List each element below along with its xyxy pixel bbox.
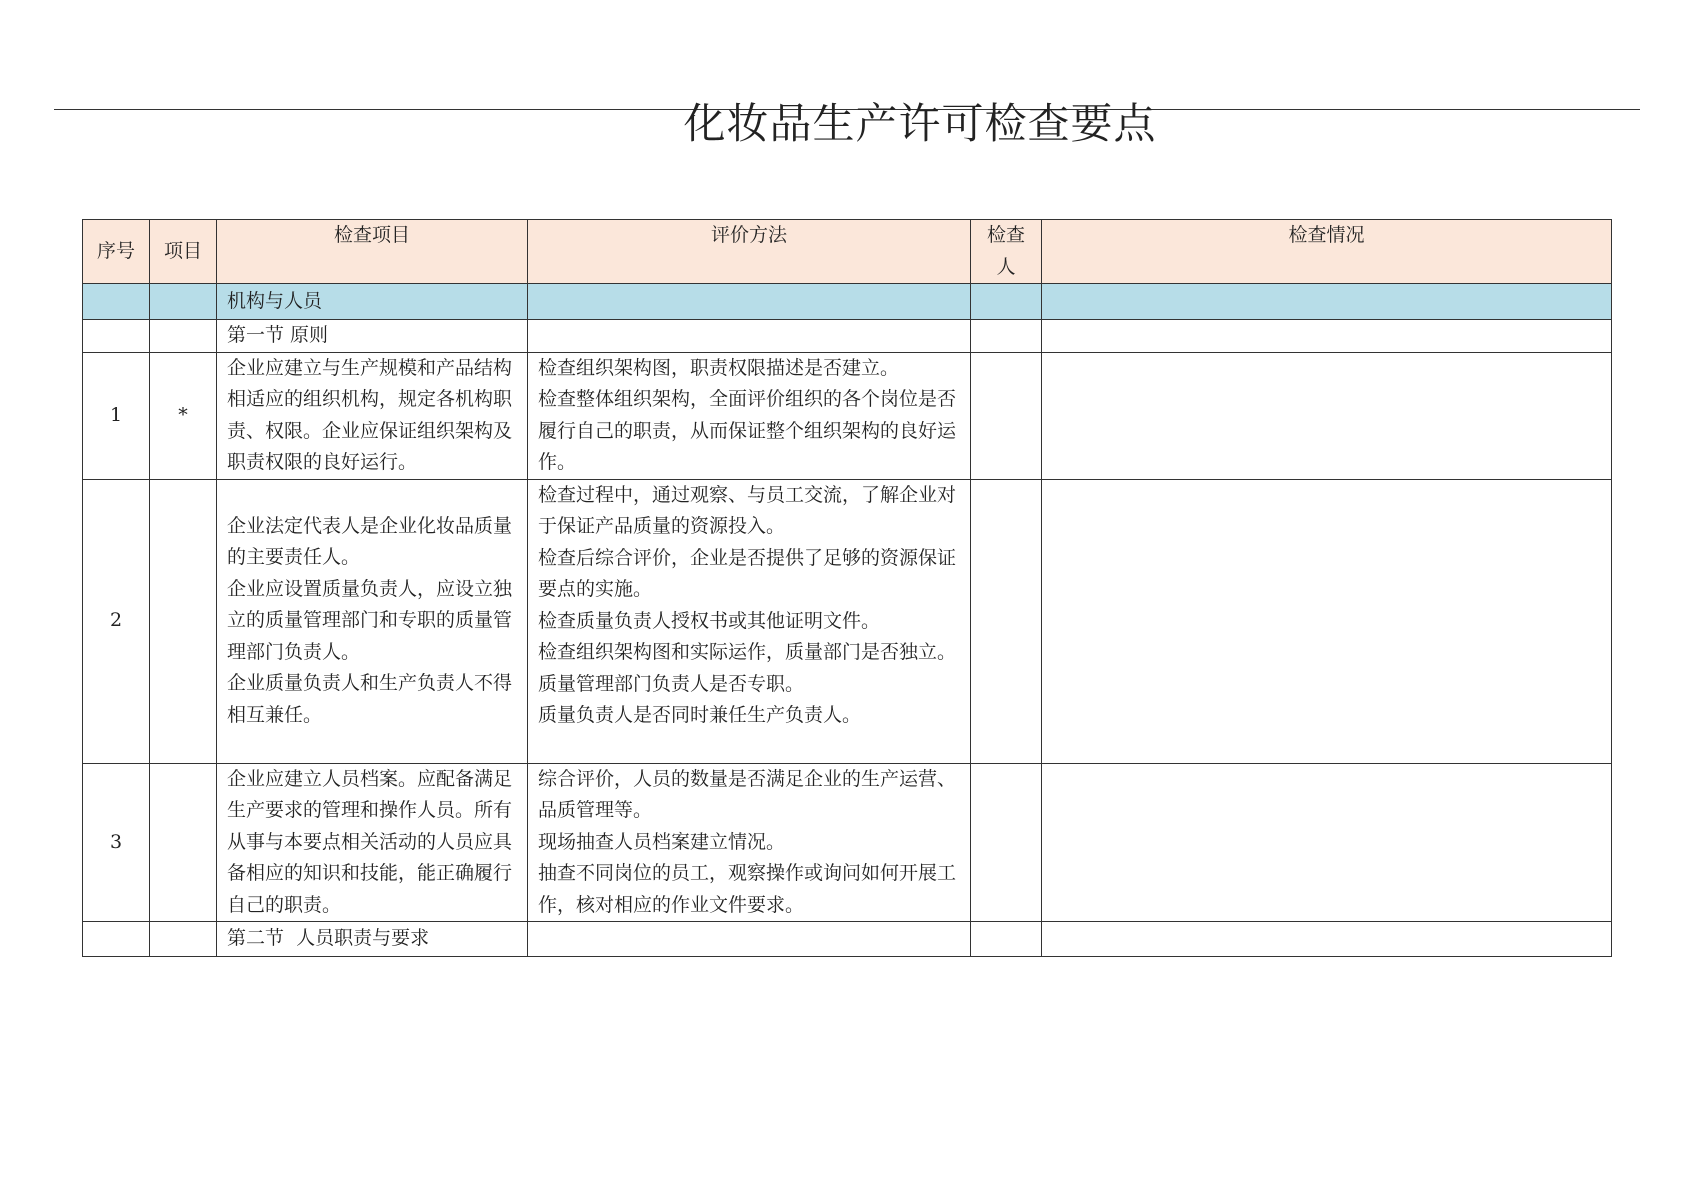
section-label: 第二节 人员职责与要求 — [217, 922, 528, 957]
row-seq: 2 — [83, 479, 150, 763]
check-item-text: 企业应建立与生产规模和产品结构相适应的组织机构，规定各机构职责、权限。企业应保证组织架构及职责权限的良好运行。 — [227, 356, 513, 473]
method-cell — [528, 763, 971, 922]
row-seq: 3 — [83, 763, 150, 922]
method-text: 质量管理部门负责人是否专职。 — [538, 672, 805, 695]
method-text: 检查组织架构图，职责权限描述是否建立。 — [538, 356, 900, 379]
header-inspector: 检查人 — [971, 220, 1042, 284]
chapter-row — [83, 284, 1612, 320]
check-item-text: 企业质量负责人和生产负责人不得相互兼任。 — [227, 672, 513, 726]
result-cell — [1042, 352, 1612, 479]
header-item: 项目 — [150, 220, 217, 284]
header-seq: 序号 — [83, 220, 150, 284]
check-item-text: 企业应设置质量负责人，应设立独立的质量管理部门和专职的质量管理部门负责人。 — [227, 577, 513, 663]
row-seq: 1 — [83, 352, 150, 479]
header-method: 评价方法 — [528, 220, 971, 284]
result-cell — [1042, 479, 1612, 763]
table-row — [83, 352, 1612, 479]
check-item-cell — [217, 479, 528, 763]
check-item-cell — [217, 352, 528, 479]
section-label: 第一节 原则 — [217, 320, 528, 353]
method-text: 现场抽查人员档案建立情况。 — [538, 830, 786, 853]
method-text: 检查质量负责人授权书或其他证明文件。 — [538, 609, 881, 632]
chapter-label: 机构与人员 — [217, 284, 528, 320]
method-text: 检查组织架构图和实际运作，质量部门是否独立。 — [538, 641, 957, 663]
section-row — [83, 922, 1612, 957]
inspection-table — [82, 219, 1612, 957]
check-item-text: 企业应建立人员档案。应配备满足生产要求的管理和操作人员。所有从事与本要点相关活动的人员应具备相应的知识和技能，能正确履行自己的职责。 — [227, 767, 513, 916]
method-text: 检查过程中，通过观察、与员工交流，了解企业对于保证产品质量的资源投入。 — [538, 483, 957, 537]
method-cell — [528, 479, 971, 763]
section-row — [83, 320, 1612, 353]
inspector-cell — [971, 352, 1042, 479]
inspector-cell — [971, 763, 1042, 922]
table-row — [83, 763, 1612, 922]
method-text: 质量负责人是否同时兼任生产负责人。 — [538, 704, 862, 726]
method-text: 检查后综合评价，企业是否提供了足够的资源保证要点的实施。 — [538, 546, 957, 600]
key-item-mark — [150, 763, 217, 922]
method-cell — [528, 352, 971, 479]
check-item-text: 企业法定代表人是企业化妆品质量的主要责任人。 — [227, 514, 513, 569]
header-result: 检查情况 — [1042, 220, 1612, 284]
table-header-row — [83, 220, 1612, 284]
header-check-item: 检查项目 — [217, 220, 528, 284]
method-text: 抽查不同岗位的员工，观察操作或询问如何开展工作，核对相应的作业文件要求。 — [538, 862, 957, 916]
result-cell — [1042, 763, 1612, 922]
check-item-cell — [217, 763, 528, 922]
method-text: 检查整体组织架构，全面评价组织的各个岗位是否履行自己的职责，从而保证整个组织架构的良好运作。 — [538, 388, 957, 473]
key-item-mark: * — [150, 352, 217, 479]
method-text: 综合评价，人员的数量是否满足企业的生产运营、品质管理等。 — [538, 767, 957, 821]
key-item-mark — [150, 479, 217, 763]
document-title: 化妆品生产许可检查要点 — [683, 99, 1157, 148]
table-row — [83, 479, 1612, 763]
inspector-cell — [971, 479, 1042, 763]
